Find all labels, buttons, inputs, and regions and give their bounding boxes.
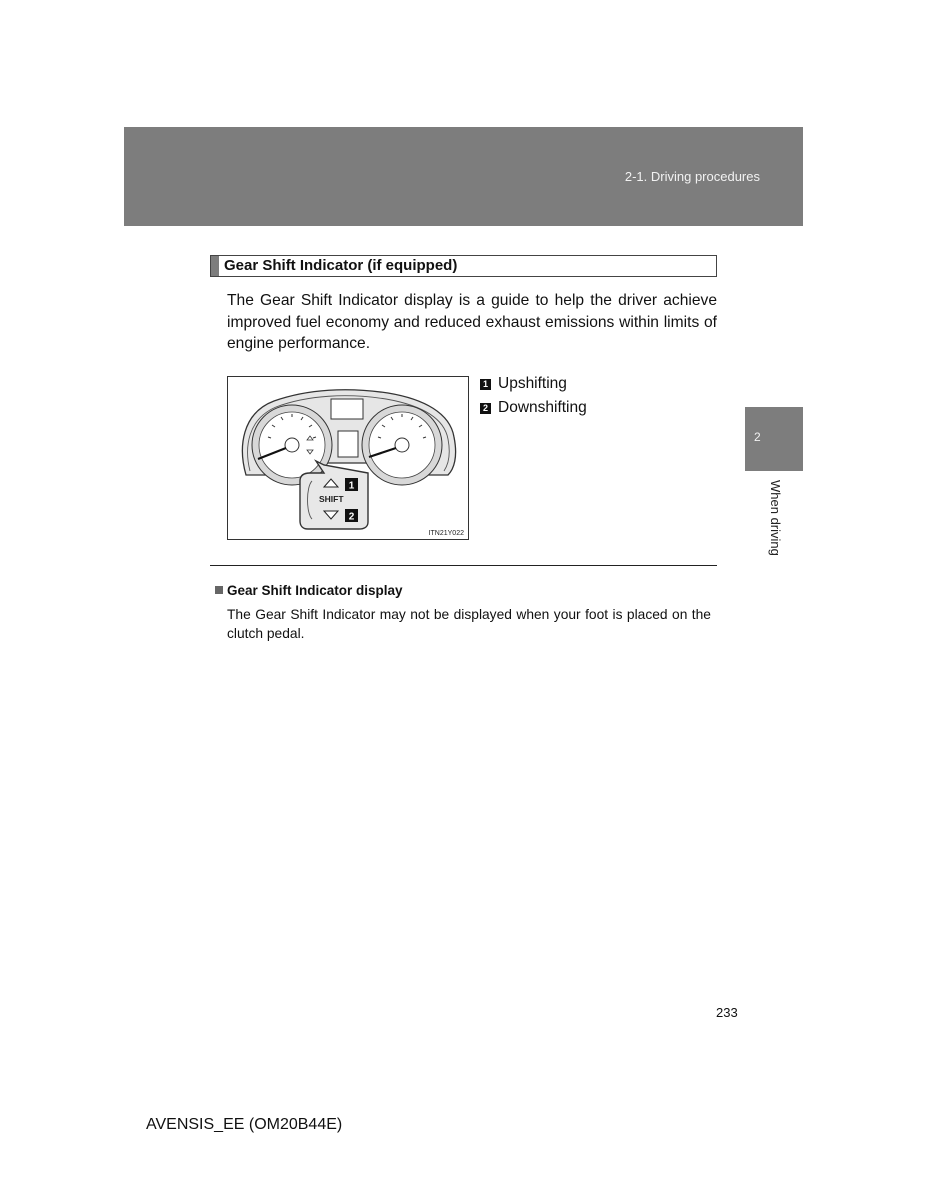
section-title-box xyxy=(210,255,717,277)
legend-badge: 1 xyxy=(480,379,491,390)
callout-1: 1 xyxy=(348,480,355,492)
section-breadcrumb: 2-1. Driving procedures xyxy=(624,169,760,184)
intro-paragraph: The Gear Shift Indicator display is a guide to help the driver achieve improved fuel economy and reduced exhaust emissions within limits of engine performance. xyxy=(227,292,717,352)
section-divider xyxy=(210,565,717,566)
subsection-body: The Gear Shift Indicator may not be displayed when your foot is placed on the clutch pedal. xyxy=(227,607,711,641)
document-id: AVENSIS_EE (OM20B44E) xyxy=(146,1116,343,1133)
subsection-heading-text: Gear Shift Indicator display xyxy=(227,583,403,598)
title-accent-bar xyxy=(211,256,219,276)
header-band xyxy=(124,127,803,226)
instrument-cluster-illustration xyxy=(228,377,468,539)
section-title: Gear Shift Indicator (if equipped) xyxy=(224,257,458,274)
page-number: 233 xyxy=(716,1005,738,1020)
square-bullet-icon xyxy=(215,586,223,594)
figure-code: ITN21Y022 xyxy=(428,530,464,537)
legend-badge: 2 xyxy=(480,403,491,414)
legend-label: Upshifting xyxy=(498,375,567,392)
callout-2: 2 xyxy=(348,511,355,523)
chapter-label: When driving xyxy=(768,480,783,556)
instrument-cluster-figure xyxy=(227,376,469,540)
chapter-number: 2 xyxy=(754,430,761,444)
subsection-heading xyxy=(215,583,403,598)
shift-label: SHIFT xyxy=(319,494,344,504)
chapter-tab xyxy=(745,407,803,471)
legend-item-upshifting xyxy=(480,372,587,396)
legend-item-downshifting xyxy=(480,396,587,420)
legend-label: Downshifting xyxy=(498,399,587,416)
figure-legend xyxy=(480,372,587,420)
